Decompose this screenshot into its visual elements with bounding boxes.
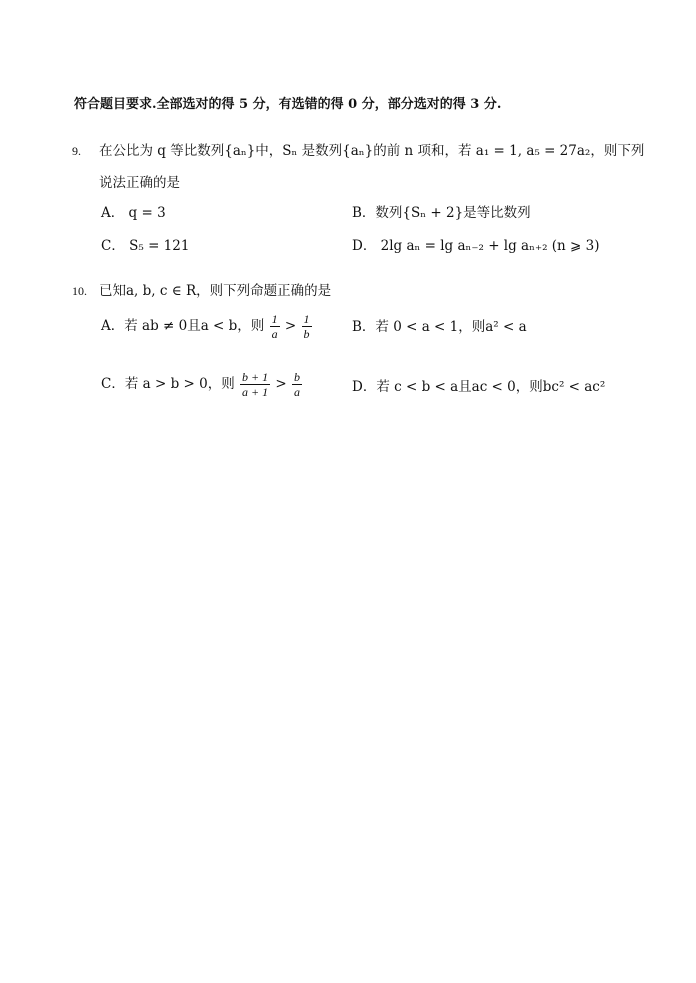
question-stem-line2: 说法正确的是 bbox=[99, 175, 180, 191]
option-b: B．数列{Sₙ + 2}是等比数列 bbox=[352, 205, 531, 221]
section-instruction: 符合题目要求.全部选对的得 5 分，有选错的得 0 分，部分选对的得 3 分. bbox=[74, 97, 502, 112]
fraction-numerator: b bbox=[294, 370, 301, 384]
option-c-prefix: C．若 a > b > 0，则 bbox=[101, 376, 235, 392]
question-stem-line1: 在公比为 q 等比数列{aₙ}中，Sₙ 是数列{aₙ}的前 n 项和，若 a₁ = 1, a₅ = 27a₂，则下列 bbox=[99, 143, 645, 159]
option-b: B．若 0 < a < 1，则a² < a bbox=[352, 319, 527, 335]
fraction-denominator: a + 1 bbox=[242, 385, 269, 399]
option-c bbox=[101, 370, 303, 399]
relation-symbol: > bbox=[275, 376, 287, 392]
fraction-numerator: 1 bbox=[271, 312, 278, 326]
fraction bbox=[240, 370, 270, 399]
option-a bbox=[101, 312, 313, 341]
option-c: C． S₅ = 121 bbox=[101, 238, 190, 254]
option-a: A． q = 3 bbox=[101, 205, 166, 221]
fraction bbox=[302, 312, 312, 341]
option-a-prefix: A．若 ab ≠ 0且a < b，则 bbox=[101, 318, 265, 334]
fraction bbox=[292, 370, 302, 399]
fraction bbox=[270, 312, 280, 341]
question-number: 10. bbox=[72, 284, 87, 298]
fraction-denominator: b bbox=[303, 327, 310, 341]
relation-symbol: > bbox=[284, 318, 297, 334]
fraction-denominator: a bbox=[271, 327, 278, 341]
option-d: D．若 c < b < a且ac < 0，则bc² < ac² bbox=[352, 379, 606, 395]
question-stem-line1: 已知a, b, c ∈ R，则下列命题正确的是 bbox=[99, 283, 332, 299]
question-number: 9. bbox=[72, 144, 81, 158]
option-d: D． 2lg aₙ = lg aₙ₋₂ + lg aₙ₊₂ (n ⩾ 3) bbox=[352, 238, 600, 254]
fraction-numerator: b + 1 bbox=[242, 370, 269, 384]
fraction-denominator: a bbox=[294, 385, 301, 399]
fraction-numerator: 1 bbox=[303, 312, 310, 326]
